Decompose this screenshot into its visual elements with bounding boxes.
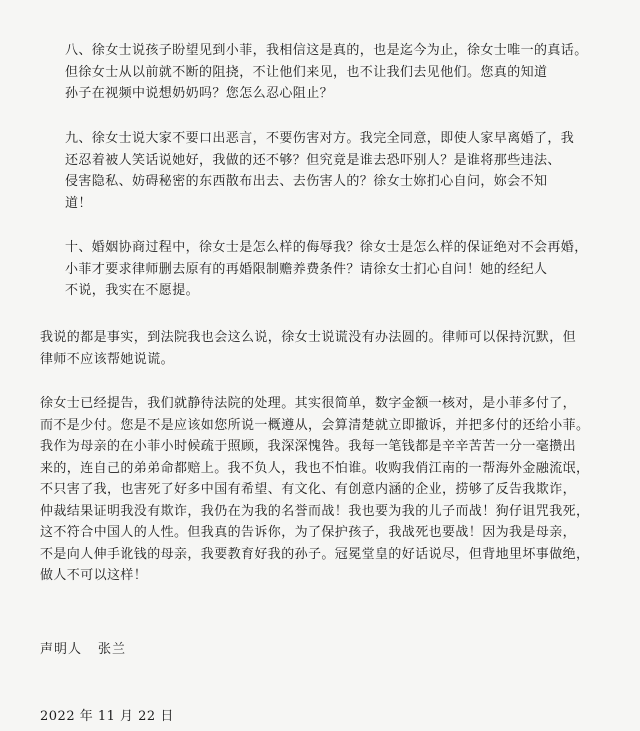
- item-8-line-1: 八、徐女士说孩子盼望见到小菲，我相信这是真的，也是迄今为止，徐女士唯一的真话。: [65, 43, 588, 58]
- lawsuit-paragraph: [40, 393, 630, 587]
- lawsuit-line-7: 这不符合中国人的人性。但我真的告诉你，为了保护孩子，我战死也要战！因为我是母亲，: [40, 525, 577, 540]
- item-10: [65, 237, 630, 302]
- item-8-line-3: 孙子在视频中说想奶奶吗？您怎么忍心阻止？: [65, 86, 334, 101]
- item-10-line-1: 十、婚姻协商过程中，徐女士是怎么样的侮辱我？徐女士是怎么样的保证绝对不会再婚，: [65, 240, 588, 255]
- lawsuit-line-9: 做人不可以这样！: [40, 568, 148, 583]
- lawsuit-line-2: 而不是少付。您是不是应该如您所说一概遵从，会算清楚就立即撤诉，并把多付的还给小菲。: [40, 417, 590, 433]
- item-9-line-2: 还忍着被人笑话说她好，我做的还不够？但究竟是谁去恐吓别人？是谁将那些违法、: [65, 152, 561, 168]
- item-8: [65, 40, 630, 105]
- item-8-line-2: 但徐女士从以前就不断的阻挠，不让他们来见，也不让我们去见他们。您真的知道: [65, 64, 548, 80]
- lawsuit-line-3: 我作为母亲的在小菲小时候疏于照顾，我深深愧咎。我每一笔钱都是辛辛苦苦一分一毫攒出: [40, 439, 577, 454]
- item-10-line-2: 小菲才要求律师删去原有的再婚限制赡养费条件？请徐女士扪心自问！她的经纪人: [65, 261, 548, 277]
- lawsuit-line-6: 仲裁结果证明我没有欺诈，我仍在为我的名誉而战！我也要为我的儿子而战！狗仔诅咒我死，: [40, 503, 590, 519]
- lawsuit-line-4: 来的，连自己的弟弟命都赔上。我不负人，我也不怕谁。收购我俏江南的一帮海外金融流氓，: [40, 460, 590, 476]
- lawsuit-line-1: 徐女士已经提告，我们就静待法院的处理。其实很简单，数字金额一核对，是小菲多付了，: [40, 396, 577, 411]
- item-9-line-3: 侵害隐私、妨碍秘密的东西散布出去、去伤害人的？徐女士妳扪心自问，妳会不知: [65, 174, 548, 189]
- signature-label: 声明人: [40, 642, 83, 657]
- facts-line-2: 律师不应该帮她说谎。: [40, 351, 175, 367]
- facts-paragraph: [40, 327, 630, 370]
- item-10-line-3: 不说，我实在不愿提。: [65, 283, 200, 298]
- lawsuit-line-5: 不只害了我，也害死了好多中国有希望、有文化、有创意内涵的企业，捞够了反告我欺诈，: [40, 482, 577, 497]
- facts-line-1: 我说的都是事实，到法院我也会这么说，徐女士说谎没有办法圆的。律师可以保持沉默，但: [40, 330, 577, 345]
- statement-date: 2022 年 11 月 22 日: [40, 709, 174, 724]
- item-9-line-4: 道！: [65, 195, 92, 211]
- signer-name: 张兰: [98, 642, 127, 657]
- lawsuit-line-8: 不是向人伸手讹钱的母亲，我要教育好我的孙子。冠冕堂皇的好话说尽，但背地里坏事做绝，: [40, 546, 590, 562]
- signature: [40, 638, 126, 657]
- item-9-line-1: 九、徐女士说大家不要口出恶言，不要伤害对方。我完全同意，即使人家早离婚了，我: [65, 131, 575, 146]
- item-9: [65, 128, 630, 214]
